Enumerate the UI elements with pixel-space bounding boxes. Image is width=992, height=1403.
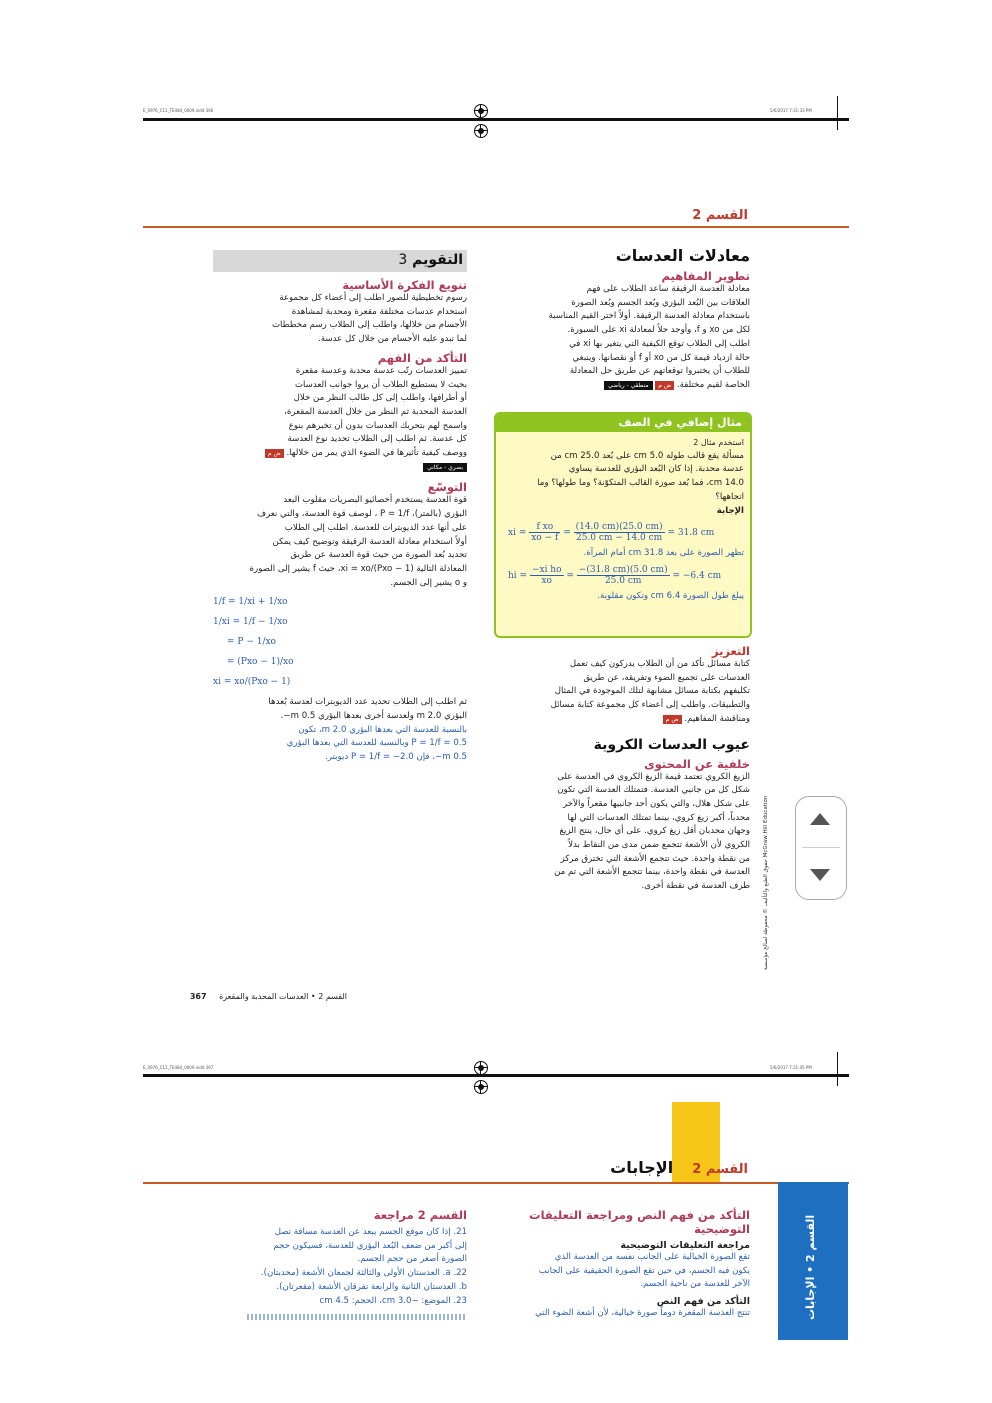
text-line: حالة ازدياد قيمة كل من xo أو f أو نقصانها. وينبغي [572,352,750,363]
left-column [494,246,750,393]
fraction [530,565,564,586]
denominator: xo − f [531,533,559,544]
text-line: استخدام عدسات مختلفة مقعرة ومحدبة لمشاهدة [291,306,467,317]
reinforce-heading: التعزيز [711,644,750,658]
section-rule [143,1182,849,1184]
text-line: الزيغ الكروي تعتمد قيمة الزيغ الكروي في العدسة على [557,771,750,782]
equation-hi: hi = $\frac{\text{−xi ho}}{xo}$ = $\frac{-(31.8 cm)(5.0 cm)}{25.0 cm}$ = −6.4 cm [508,564,722,586]
text-line: العدسة في نقطة واحدة، بينما تتجمع الأشعة التي تم من [554,867,750,878]
numerator: f xo [529,522,560,533]
registration-mark-icon [474,1061,488,1075]
answer-line: إلى أكبر من ضعف البُعد البؤري للعدسة، فسيكون حجم [273,1240,467,1251]
section-label: القسم 2 [692,1162,748,1177]
text-line: العلاقات بين البُعد البؤري وبُعد الجسم وبُعد الصورة [571,297,750,308]
text-line: كل عدسة. ثم اطلب إلى الطلاب تحديد نوع العدسة [287,434,467,445]
text-line: باستخدام معادلة العدسة الرقيقة. أولاً اختر القيم المناسبة [548,311,750,322]
text-line: أو أطرافها، واطلب إلى كل طالب النظر من خلال [293,393,467,404]
arrow-up-icon[interactable] [810,813,830,825]
text-line: اتجاهها؟ [715,491,744,502]
numerator: −(31.8 cm)(5.0 cm) [578,564,668,575]
slug-right: 5/6/2017 7:31:33 PM [770,108,812,113]
eq-lhs: xi = [508,528,527,539]
text-line: يكون فيه الجسم، في حين تقع الصورة الحقيقية على الجانب [538,1265,750,1276]
text-line: الآخر للعدسة من ناحية الجسم. [640,1279,750,1290]
answers-title: الإجابات [610,1158,674,1177]
eq-result: = 31.8 cm [667,528,715,539]
numerator: (14.0 cm)(25.0 cm) [575,522,663,533]
text-line: تكليفهم بكتابة مسائل مشابهة لتلك الموجودة في المثال [554,686,750,697]
derivation [213,592,467,692]
background-heading: خلفية عن المحتوى [644,756,750,771]
diversify-heading: تنويع الفكرة الأساسية [342,278,467,292]
fraction [529,522,560,543]
example-use: استخدم مثال 2 [693,438,744,447]
answers-side-label: القسم 2 • الإجابات [804,1214,817,1320]
text-line: والتطبيقات. واطلب إلى أعضاء كل مجموعة كتابة مسائل [550,700,750,711]
skill-chip: بصري - مكاني [423,463,467,472]
arrow-down-icon[interactable] [810,869,830,881]
text-line: الكروي لأن الأشعة تتجمع ضمن مدى من النقاط بدلاً [568,840,750,851]
text-line: P = 1/f = 0.5 وبالنسبة للعدسة التي بعدها البؤري [286,738,467,749]
page-footer [173,992,347,1001]
equation-xi: xi = $\frac{\text{f xo}}{xo - f}$ = $\frac{(14.0 cm)(25.0 cm)}{25.0 cm - 14.0 cm}$ = 31.8 cm [508,522,715,544]
text-line: عدسة محدبة. إذا كان البُعد البؤري للعدسة يساوي [568,464,744,475]
text-line: 14.0 cm، فما بُعد صورة القالب المتكوّنة؟ وما طولها؟ وما [537,478,744,489]
answer-line: 23. الموضع: −3.0 cm، الحجم: 4.5 cm [319,1295,467,1306]
denominator: xo [541,575,552,586]
text-line: العدسة المحدبة ثم النظر من خلال العدسة المقعرة، [284,406,467,417]
text-line: الأجسام من خلالها، واطلب إلى الطلاب رسم مخططات [271,320,467,331]
registration-mark-icon [474,104,488,118]
label-chip: ض م [655,381,674,390]
answer-line: 21. إذا كان موقع الجسم يبعد عن العدسة مسافة تصل [274,1227,467,1237]
derivation-line: = P − 1/xo [227,637,276,648]
text-line: من نقطة واحدة. حيث تتجمع الأشعة التي تخترق مركز [560,853,750,864]
numerator: −xi ho [531,564,562,575]
label-chip: ض م [663,715,682,724]
text-line: طرف العدسة في نقطة أخرى. [641,881,750,892]
text-line: العدسات على تجميع الضوء وتفريقه، عن طريق [583,672,750,683]
denominator: 25.0 cm [604,575,642,586]
answer-line: 22. a. العدستان الأولى والثالثة لجمعان الأشعة (محدبتان). [260,1268,467,1279]
denominator: 25.0 cm − 14.0 cm [575,533,663,544]
text-line: البؤري (بالمتر)، P = 1/f ، لوصف قوة العدسة، والتي نعرف [257,509,467,520]
text-line: محدباً، أكبر زيغ كروي، بينما تمتلك العدسات التي لها [567,812,750,823]
registration-mark-icon [474,124,488,138]
answer-label: الإجابة [716,505,744,516]
answer-line: b. العدستان الثانية والرابعة تفرقان الأشعة (مقعرتان). [276,1281,467,1292]
footer-text: القسم 2 • العدسات المحدبة والمقعرة [219,992,347,1001]
equation-note: تظهر الصورة على بعد 31.8 cm أمام المرآة. [583,548,744,559]
text-line: اطلب إلى الطلاب توقع الكيفية التي يتغير بها xi في [569,338,750,349]
review-heading: القسم 2 مراجعة [373,1208,467,1222]
text-line: و o يشير إلى الجسم. [390,577,467,588]
text-line: على أنها عدد الديوبترات للعدسة. اطلب إلى الطلاب [284,522,467,533]
crop-mark [837,96,838,130]
develop-heading: تطوير المفاهيم [661,269,750,283]
text-line: شكل كل من جانبي العدسة. فتمتلك العدسة التي تكون [557,785,750,796]
text-line: تنتج العدسة المقعرة دوماً صورة خيالية، لأن أشعة الضوء التي [535,1308,750,1319]
reinforce-block [494,644,750,894]
evaluation-number: 3 [398,252,408,268]
text-line: بحيث لا يستطيع الطلاب أن يروا جوانب العدسات [294,379,467,390]
check-heading: التأكد من الفهم [377,350,467,365]
answer-line: الصورة أصغر من حجم الجسم. [357,1254,467,1265]
text-line: لكل من xo و f، وأوجد حلاً لمعادلة xi على السبورة. [567,325,750,336]
fraction [574,522,665,543]
answers-title-row [580,1158,748,1177]
slug-right: 5/6/2017 7:31:45 PM [770,1065,812,1070]
eq-result: = −6.4 cm [672,570,722,581]
text-line: على شكل هلال، والتي يكون أحد جانبيها مقعراً والآخر [563,798,750,809]
registration-mark-icon [474,1080,488,1094]
right-column [213,278,467,765]
label-chip: ض م [265,449,284,458]
text-line: رسوم تخطيطية للصور اطلب إلى أعضاء كل مجموعة [279,293,467,303]
text-line: تمييز العدسات رتّب عدسة محدبة وعدسة مقعرة [295,365,467,376]
text-line: بالنسبة للعدسة التي بعدها البؤري 2.0 m، تكون [298,724,467,735]
text-line: البؤري 2.0 m ولعدسة أخرى بعدها البؤري 0.5 m−. [280,711,467,722]
crop-rule [143,118,849,121]
text-line: ووصف كيفية تأثيرها في الضوء الذي يمر من خلالها. [286,448,467,459]
page-nav-widget [795,796,847,900]
text-line: تقع الصورة الخيالية على الجانب نفسه من العدسة الذي [554,1252,750,1262]
example-heading: مثال إضافي في الصف [496,414,750,432]
equation-note: يبلغ طول الصورة 6.4 cm وتكون مقلوبة. [597,590,744,601]
derivation-line: xi = xo/(Pxo − 1) [213,677,291,688]
reading-check-heading: التأكد من فهم النص [656,1296,750,1308]
text-line: 0.5 m−، فإن P = 1/f = −2.0 ديوبتر. [325,752,467,763]
text-line: لما تبدو عليه الأجسام من خلال كل عدسة. [318,334,467,345]
crop-mark [837,1052,838,1086]
page-number: 367 [189,992,207,1001]
text-line: تحديد بُعد الصورة من حيث قوة العدسة عن طريق [290,550,467,561]
answers-left-column [213,1208,467,1320]
slug-left: E_0976_C11_TE484_0009.indd 367 [143,1065,214,1070]
slug-left: E_0976_C11_TE484_0009.indd 366 [143,108,214,113]
derivation-line: = (Pxo − 1)/xo [227,657,294,668]
text-line: كتابة مسائل تأكد من أن الطلاب يدركون كيف تعمل [569,659,750,669]
answers-right-column [494,1208,750,1321]
text-line: قوة العدسة يستخدم أخصائيو البصريات مقلوب البعد [283,495,467,506]
check-review-heading: التأكد من فهم النص ومراجعة التعليقات التوضيحية [529,1208,750,1236]
divider [802,847,840,848]
copyright-text: حقوق الطبع والتأليف © محفوظة لصالح مؤسسة McGraw Hill Education [763,795,769,970]
dotted-rule [247,1314,467,1320]
section-rule [143,226,849,228]
evaluation-label: التقويم [412,252,463,268]
text-line: مسألة يقع قالب طوله 5.0 cm على بُعد 25.0 cm من [550,450,744,461]
text-line: ثم اطلب إلى الطلاب تحديد عدد الديوبترات لعدسة بُعدها [268,697,467,708]
text-line: ومناقشة المفاهيم. [684,713,750,724]
extra-example-box [494,412,752,638]
text-line: واسمح لهم بتحريك العدسات بدون أن تخبرهم بنوع [288,420,467,431]
text-line: للطلاب أن يختبروا توقعاتهم عن طريق حل المعادلة [569,366,750,377]
crop-rule [143,1074,849,1077]
evaluation-title [213,252,463,268]
text-line: المعادلة التالية xi = xo/(Pxo − 1)، حيث f يشير إلى الصورة [249,563,467,574]
caption-review-heading: مراجعة التعليقات التوضيحية [620,1240,750,1251]
fraction [577,565,670,586]
eq-lhs: hi = [508,570,528,581]
text-line: أولاً استخدام معادلة العدسة الرقيقة وتوضيح كيف يمكن [272,536,467,547]
text-line: وجهان محدبان أقل زيغ كروي. على أي حال، ينتج الزيغ [559,826,750,837]
spherical-defects-title: عيوب العدسات الكروية [593,736,750,753]
section-label: القسم 2 [692,208,748,223]
text-line: الخاصة لقيم مختلفة. [676,379,750,390]
skill-chip: منطقي - رياضي [604,381,652,390]
derivation-line: 1/f = 1/xi + 1/xo [213,597,288,608]
expand-heading: التوسّع [427,480,467,495]
derivation-line: 1/xi = 1/f − 1/xo [213,617,288,628]
text-line: معادلة العدسة الرقيقة ساعد الطلاب على فهم [586,284,750,294]
lens-equations-title: معادلات العدسات [615,246,750,265]
